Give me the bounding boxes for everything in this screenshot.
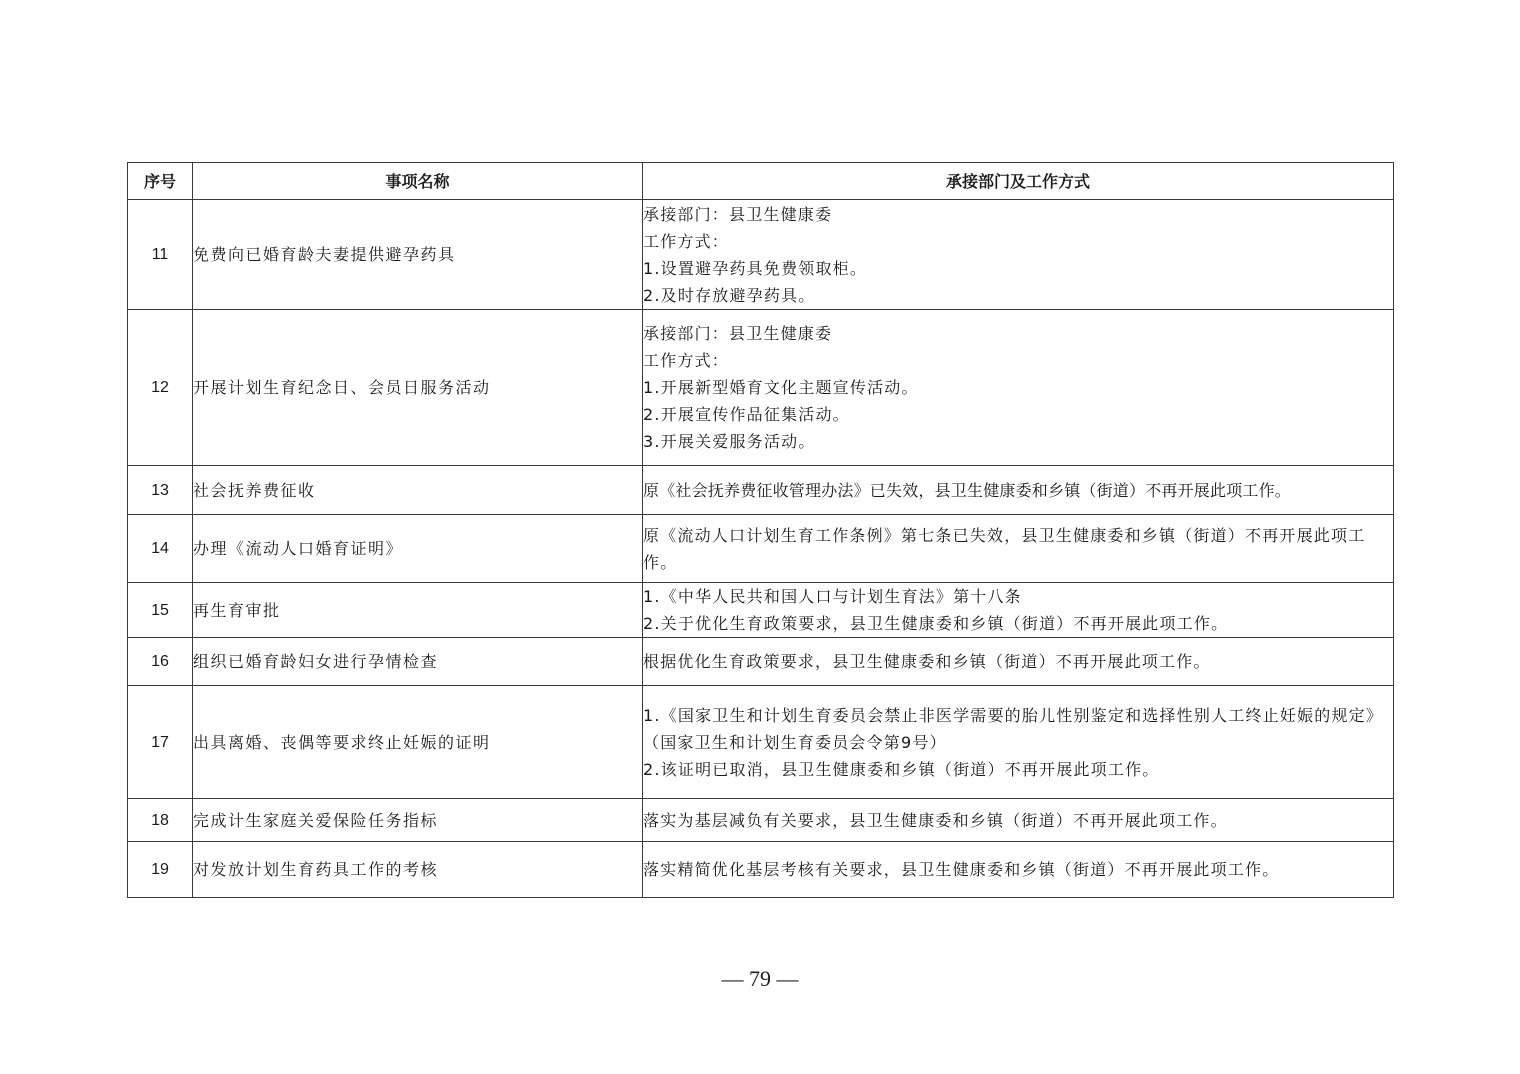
dept-method <box>643 842 1394 898</box>
item-name: 社会抚养费征收 <box>193 466 643 515</box>
dept-method <box>643 799 1394 842</box>
dept-line: 落实为基层减负有关要求，县卫生健康委和乡镇（街道）不再开展此项工作。 <box>643 810 1228 830</box>
row-number: 11 <box>128 200 193 310</box>
dept-line: 1.设置避孕药具免费领取柜。 <box>643 258 868 278</box>
dept-method <box>643 466 1394 515</box>
table-row <box>128 842 1394 898</box>
row-number: 18 <box>128 799 193 842</box>
row-number: 14 <box>128 515 193 583</box>
item-name: 免费向已婚育龄夫妻提供避孕药具 <box>193 200 643 310</box>
dept-line: 2.开展宣传作品征集活动。 <box>643 405 850 424</box>
item-name: 再生育审批 <box>193 583 643 638</box>
dept-paragraph: 原《流动人口计划生育工作条例》第七条已失效，县卫生健康委和乡镇（街道）不再开展此项工作。 <box>643 525 1366 572</box>
dept-line: 2.该证明已取消，县卫生健康委和乡镇（街道）不再开展此项工作。 <box>643 759 1160 779</box>
table-row <box>128 686 1394 799</box>
table-header-row <box>128 163 1394 200</box>
item-name: 出具离婚、丧偶等要求终止妊娠的证明 <box>193 686 643 799</box>
row-number: 16 <box>128 638 193 686</box>
dept-line: 根据优化生育政策要求，县卫生健康委和乡镇（街道）不再开展此项工作。 <box>643 652 1211 671</box>
item-name: 对发放计划生育药具工作的考核 <box>193 842 643 898</box>
row-number: 15 <box>128 583 193 638</box>
header-num: 序号 <box>128 163 193 200</box>
dept-method <box>643 200 1394 310</box>
row-number: 13 <box>128 466 193 515</box>
dept-method <box>643 638 1394 686</box>
dept-line: 2.关于优化生育政策要求，县卫生健康委和乡镇（街道）不再开展此项工作。 <box>643 614 1229 633</box>
table-row <box>128 583 1394 638</box>
table-row <box>128 638 1394 686</box>
table-row <box>128 466 1394 515</box>
dept-line: 承接部门：县卫生健康委 <box>643 204 833 224</box>
dept-line: 原《社会抚养费征收管理办法》已失效，县卫生健康委和乡镇（街道）不再开展此项工作。 <box>643 480 1292 500</box>
dept-paragraph: 1.《国家卫生和计划生育委员会禁止非医学需要的胎儿性别鉴定和选择性别人工终止妊娠的规定》（国家卫生和计划生育委员会令第9号） <box>643 705 1384 752</box>
dept-line: 2.及时存放避孕药具。 <box>643 285 816 305</box>
header-name: 事项名称 <box>193 163 643 200</box>
dept-line: 1.开展新型婚育文化主题宣传活动。 <box>643 378 919 397</box>
dept-method <box>643 583 1394 638</box>
dept-line: 承接部门：县卫生健康委 <box>643 324 833 343</box>
item-name: 办理《流动人口婚育证明》 <box>193 515 643 583</box>
item-name: 开展计划生育纪念日、会员日服务活动 <box>193 310 643 466</box>
item-name: 组织已婚育龄妇女进行孕情检查 <box>193 638 643 686</box>
page-number: — 79 — <box>721 966 799 991</box>
table-row <box>128 799 1394 842</box>
row-number: 19 <box>128 842 193 898</box>
table-row <box>128 515 1394 583</box>
row-number: 17 <box>128 686 193 799</box>
dept-line: 1.《中华人民共和国人口与计划生育法》第十八条 <box>643 587 1022 606</box>
dept-method <box>643 310 1394 466</box>
dept-line: 3.开展关爱服务活动。 <box>643 432 816 451</box>
dept-method <box>643 686 1394 799</box>
table-row <box>128 310 1394 466</box>
dept-line: 落实精简优化基层考核有关要求，县卫生健康委和乡镇（街道）不再开展此项工作。 <box>643 860 1280 879</box>
dept-line: 工作方式： <box>643 351 730 370</box>
table-row <box>128 200 1394 310</box>
dept-method <box>643 515 1394 583</box>
item-name: 完成计生家庭关爱保险任务指标 <box>193 799 643 842</box>
header-dept: 承接部门及工作方式 <box>643 163 1394 200</box>
row-number: 12 <box>128 310 193 466</box>
dept-line: 工作方式： <box>643 231 730 251</box>
items-table <box>127 162 1394 898</box>
